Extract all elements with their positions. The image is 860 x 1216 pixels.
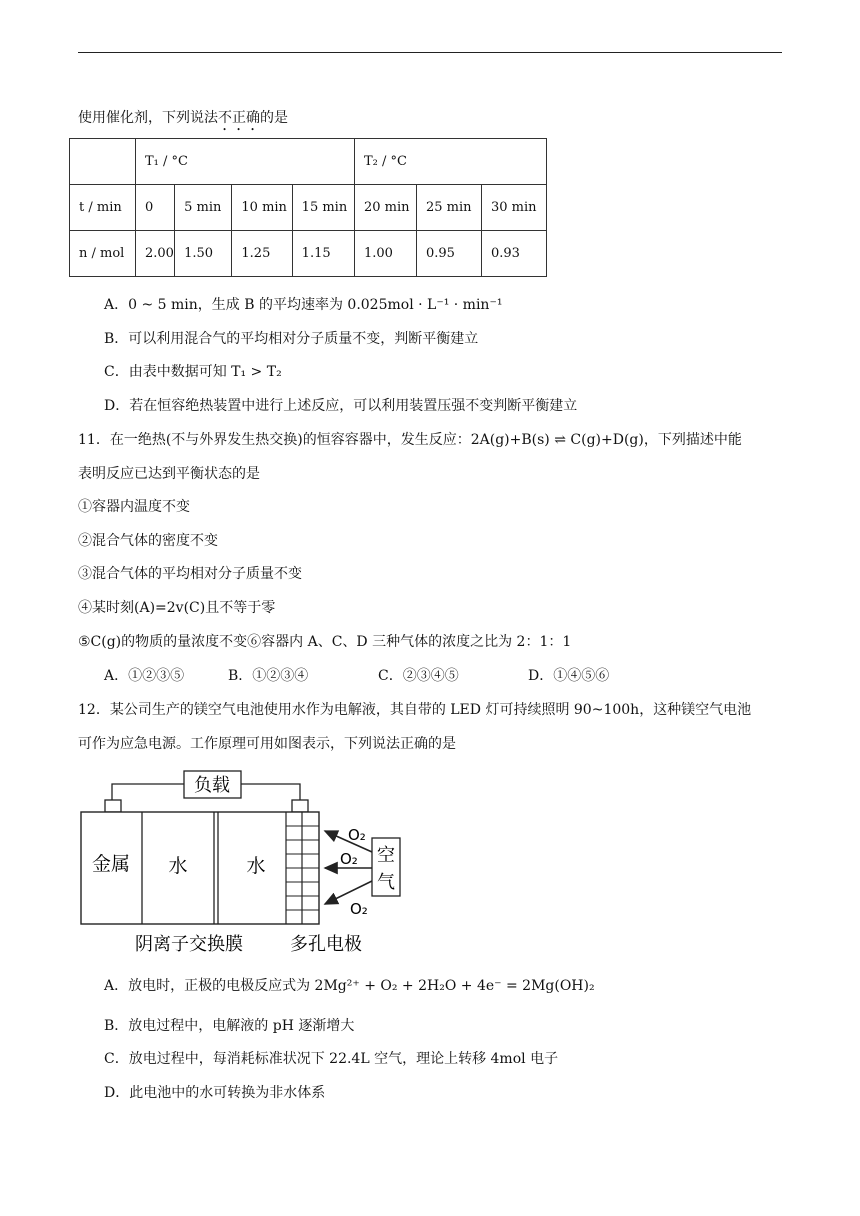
- o2-label-bottom: O₂: [350, 900, 368, 918]
- table-cell: 5 min: [175, 185, 232, 231]
- table-corner-cell: [70, 139, 136, 185]
- q11-statement-1: ①容器内温度不变: [78, 499, 190, 515]
- membrane-label: 阴离子交换膜: [135, 934, 243, 955]
- table-cell: 10 min: [232, 185, 292, 231]
- q11-options: [104, 666, 609, 686]
- row-label-time: t / min: [70, 185, 136, 231]
- t2-header: T₂ / °C: [355, 139, 547, 185]
- battery-diagram: [78, 768, 418, 960]
- right-terminal: [292, 800, 308, 812]
- water-label-left: 水: [168, 855, 188, 877]
- q11-option-d: D．①④⑤⑥: [528, 668, 610, 684]
- q12-option-a: A．放电时，正极的电极反应式为 2Mg²⁺ + O₂ + 2H₂O + 4e⁻ = 2Mg(OH)₂: [104, 978, 595, 994]
- table-cell: 0.95: [417, 231, 482, 277]
- data-table: [69, 138, 547, 277]
- table-cell: 15 min: [292, 185, 354, 231]
- electrode-label: 多孔电极: [290, 934, 362, 955]
- air-label-top: 空: [377, 845, 395, 866]
- right-wire: [241, 784, 300, 800]
- q10-option-c: C．由表中数据可知 T₁ > T₂: [104, 364, 282, 380]
- q10-option-a: A．0 ~ 5 min，生成 B 的平均速率为 0.025mol · L⁻¹ · min⁻¹: [104, 297, 503, 313]
- intro-text-after: 的是: [260, 110, 288, 126]
- table-cell: 1.50: [175, 231, 232, 277]
- t1-header: T₁ / °C: [136, 139, 355, 185]
- q11-statement-3: ③混合气体的平均相对分子质量不变: [78, 566, 302, 582]
- q11-statement-5-6: ⑤C(g)的物质的量浓度不变⑥容器内 A、C、D 三种气体的浓度之比为 2：1：1: [78, 634, 572, 650]
- load-label: 负载: [194, 775, 230, 796]
- q10-option-d: D．若在恒容绝热装置中进行上述反应，可以利用装置压强不变判断平衡建立: [104, 398, 578, 414]
- question-intro: [78, 108, 288, 134]
- table-cell: 20 min: [355, 185, 417, 231]
- header-rule: [78, 52, 782, 53]
- row-label-amount: n / mol: [70, 231, 136, 277]
- water-label-right: 水: [246, 855, 266, 877]
- q12-stem-line1: 12．某公司生产的镁空气电池使用水作为电解液，其自带的 LED 灯可持续照明 90~100h，这种镁空气电池: [78, 702, 752, 718]
- q11-option-a: A．①②③⑤: [104, 668, 185, 684]
- table-cell: 1.25: [232, 231, 292, 277]
- q12-stem-line2: 可作为应急电源。工作原理可用如图表示，下列说法正确的是: [78, 736, 456, 752]
- q11-stem-line1: 11．在一绝热(不与外界发生热交换)的恒容容器中，发生反应：2A(g)+B(s) ⇌ C(g)+D(g)，下列描述中能: [78, 432, 742, 448]
- q10-option-b: B．可以利用混合气的平均相对分子质量不变，判断平衡建立: [104, 331, 479, 347]
- q12-option-c: C．放电过程中，每消耗标准状况下 22.4L 空气，理论上转移 4mol 电子: [104, 1051, 559, 1067]
- metal-label: 金属: [91, 853, 131, 875]
- o2-label-middle: O₂: [340, 850, 358, 868]
- left-terminal: [105, 800, 121, 812]
- intro-emphasis: 不正确: [218, 110, 260, 126]
- q11-stem-line2: 表明反应已达到平衡状态的是: [78, 466, 260, 482]
- intro-text-before: 使用催化剂，下列说法: [78, 110, 218, 126]
- table-cell: 30 min: [482, 185, 547, 231]
- table-cell: 2.00: [136, 231, 175, 277]
- q11-statement-4: ④某时刻(A)=2v(C)且不等于零: [78, 600, 276, 616]
- q11-statement-2: ②混合气体的密度不变: [78, 533, 218, 549]
- q11-option-b: B．①②③④: [228, 668, 309, 684]
- q12-option-d: D．此电池中的水可转换为非水体系: [104, 1085, 326, 1101]
- table-cell: 1.00: [355, 231, 417, 277]
- table-cell: 0: [136, 185, 175, 231]
- table-cell: 0.93: [482, 231, 547, 277]
- left-wire: [112, 784, 184, 800]
- o2-label-top: O₂: [348, 826, 366, 844]
- table-cell: 25 min: [417, 185, 482, 231]
- table-row-time: [70, 185, 547, 231]
- table-cell: 1.15: [292, 231, 354, 277]
- q12-option-b: B．放电过程中，电解液的 pH 逐渐增大: [104, 1018, 355, 1034]
- table-row-amount: [70, 231, 547, 277]
- q11-option-c: C．②③④⑤: [378, 668, 459, 684]
- air-label-bottom: 气: [377, 872, 395, 893]
- table-header-row: [70, 139, 547, 185]
